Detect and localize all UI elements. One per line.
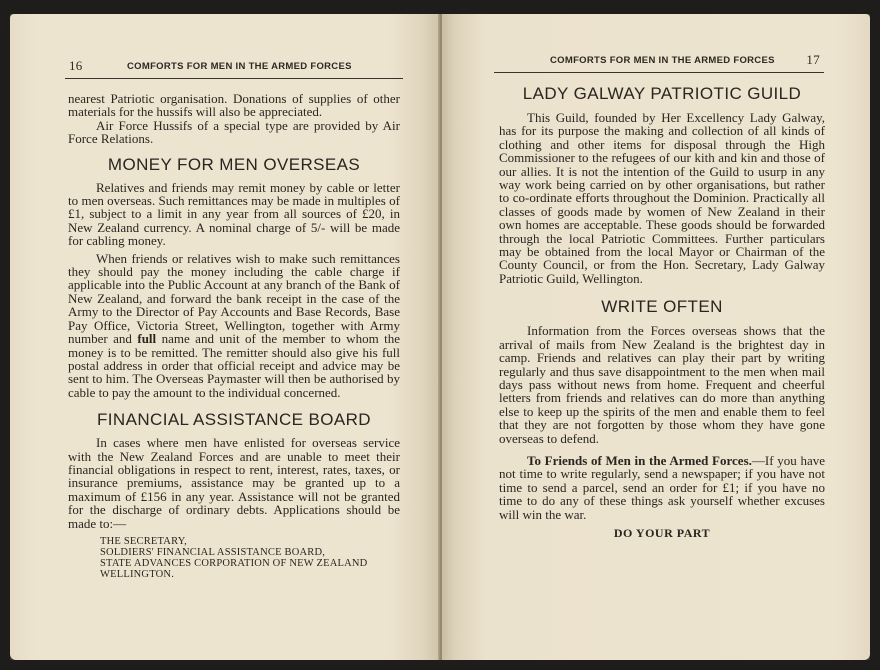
right-running-title: COMFORTS FOR MEN IN THE ARMED FORCES [550,55,775,66]
money-paragraph-2: When friends or relatives wish to make such remittances they should pay the money including the cable charge if applicable into the Public Account at any branch of the Bank of New Zealand, and forward the bank receipt in the case of the Army to the Director of Pay Accounts and Base Records, Base Pay Office, Victoria Street, Wellington, together with Army number and full name and unit of the member to whom the money is to be remitted. The remitter should also give his full postal address in order that official receipt and advice may be sent to him. The Overseas Paymaster will then be authorised by cable to pay the amount to the individual concerned. [68,250,400,400]
address-line: THE SECRETARY, [100,535,187,547]
left-running-title: COMFORTS FOR MEN IN THE ARMED FORCES [127,61,352,72]
financial-heading: FINANCIAL ASSISTANCE BOARD [97,410,371,430]
friends-lead: To Friends of Men in the Armed Forces. [527,452,752,468]
friends-paragraph: To Friends of Men in the Armed Forces.—If you have not time to write regularly, send a newspaper; if you have not time to send a parcel, send an order for £1; if you have no time to do any of these things ask yourself whether excuses will win the war. [499,452,825,522]
left-running-head [65,58,403,79]
address-block [100,536,400,580]
booklet-spread [10,14,870,660]
write-often-heading: WRITE OFTEN [601,297,723,317]
address-line: SOLDIERS' FINANCIAL ASSISTANCE BOARD, [100,546,326,558]
money-paragraph-1: Relatives and friends may remit money by cable or letter to men overseas. Such remittances may be made in multiples of £1, subject to a limit in any year from all sources of £20, in New Zealand currency. A nominal charge of 5/- will be made for cabling money. [68,179,400,249]
address-line: WELLINGTON. [100,568,175,580]
intro-paragraph-2: Air Force Hussifs of a special type are provided by Air Force Relations. [68,117,400,147]
left-text-column [68,92,400,580]
right-running-head [494,52,824,73]
right-page [442,14,870,660]
left-page-number: 16 [69,58,83,73]
guild-paragraph: This Guild, founded by Her Excellency Lady Galway, has for its purpose the making and collection of all kinds of clothing and other items for disposal through the High Commissioner to the refugees of our kith and kin and those of our allies. It is not the intention of the Guild to usurp in any way work being carried on by other organisations, but rather to co-ordinate efforts throughout the Dominion. Practically all classes of goods made by women of New Zealand in their own homes are acceptable. These goods should be forwarded through the local Patriotic Committees. Further particulars may be obtained from the local Mayor or Chairman of the County Council, or from the Hon. Secretary, Lady Galway Patriotic Guild, Wellington. [499,110,825,286]
left-page [10,14,440,660]
write-often-paragraph: Information from the Forces overseas shows that the arrival of mails from New Zealand is the brightest day in camp. Friends and relatives can play their part by writing regularly and thus save disappointment to the men when mail days pass without news from home. Frequent and cheerful letters from friends and relatives can do more than anything else to keep up the spirits of the men and enable them to feel that they are not forgotten by those whom they have gone overseas to defend. [499,323,825,446]
intro-paragraph-1: nearest Patriotic organisation. Donations of supplies of other materials for the hussifs will also be appreciated. [68,91,400,120]
full-bold: full [137,331,157,347]
right-page-number: 17 [806,52,820,67]
do-your-part: DO YOUR PART [613,525,711,540]
money-heading: MONEY FOR MEN OVERSEAS [107,154,361,174]
guild-heading: LADY GALWAY PATRIOTIC GUILD [522,84,802,103]
address-line: STATE ADVANCES CORPORATION OF NEW ZEALAND [100,557,368,569]
financial-paragraph: In cases where men have enlisted for overseas service with the New Zealand Forces and are unable to meet their financial obligations in respect to rent, interest, rates, taxes, or insurance premiums, assistance may be granted up to a maximum of £156 in any year. Assistance will not be granted for the discharge of ordinary debts. Applications should be made to:— [68,435,400,531]
right-text-column [499,84,825,540]
